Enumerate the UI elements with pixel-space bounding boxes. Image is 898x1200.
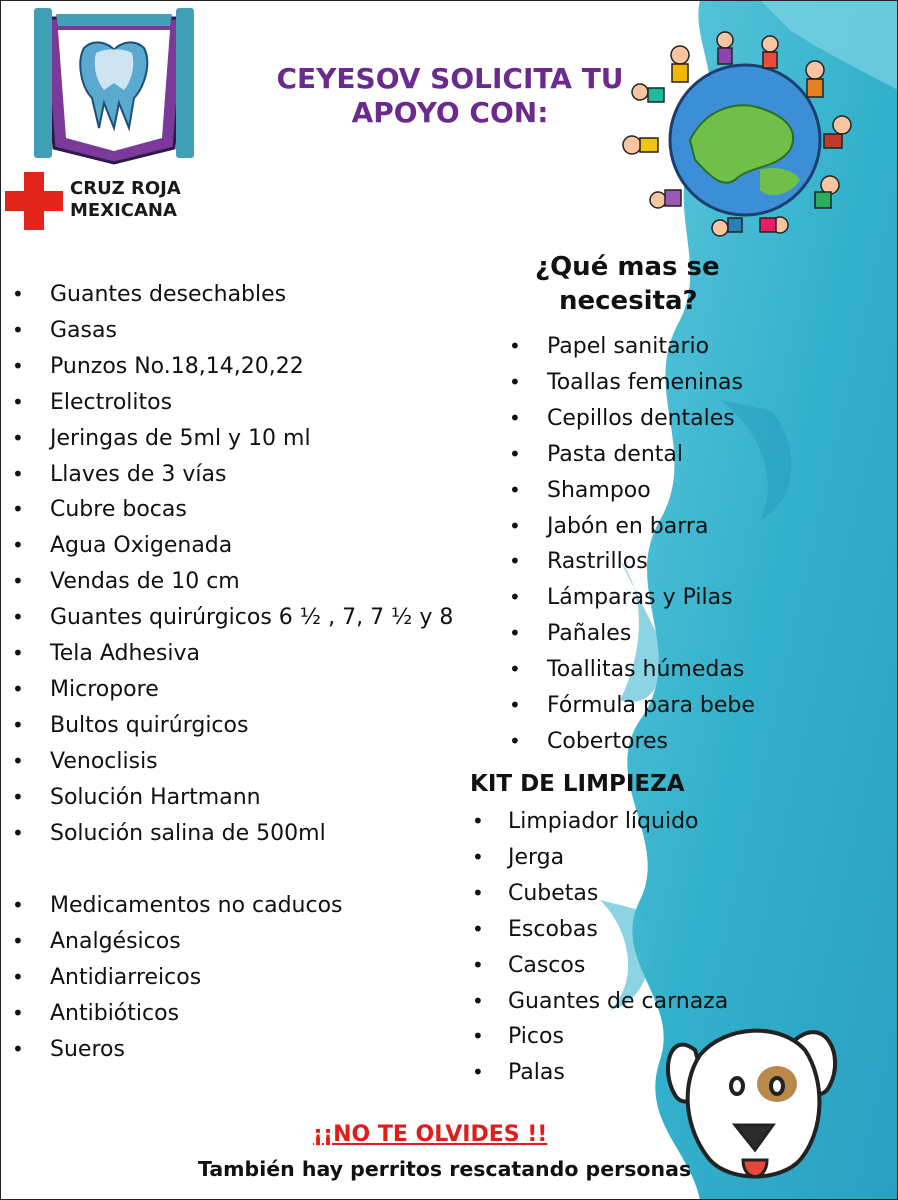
crest-logo-icon	[34, 8, 194, 168]
list-item: • Toallas femeninas	[547, 365, 755, 401]
more-heading-line2: necesita?	[559, 286, 698, 316]
list-item: • Escobas	[508, 912, 728, 948]
list-item: • Vendas de 10 cm	[50, 564, 453, 600]
footer-note: También hay perritos rescatando personas	[198, 1157, 692, 1181]
kit-heading: KIT DE LIMPIEZA	[470, 771, 685, 797]
list-item: • Palas	[508, 1055, 728, 1091]
list-item: • Pañales	[547, 616, 755, 652]
list-item: • Rastrillos	[547, 544, 755, 580]
list-item: • Fórmula para bebe	[547, 688, 755, 724]
list-item: • Toallitas húmedas	[547, 652, 755, 688]
list-item: • Cascos	[508, 948, 728, 984]
list-item: • Cepillos dentales	[547, 401, 755, 437]
list-item: • Solución salina de 500ml	[50, 816, 453, 852]
list-item: • Bultos quirúrgicos	[50, 708, 453, 744]
cruz-roja-label	[70, 178, 181, 222]
more-needed-heading	[535, 250, 720, 318]
list-item: • Cubre bocas	[50, 492, 453, 528]
cruz-line1: CRUZ ROJA	[70, 178, 181, 199]
list-item: • Medicamentos no caducos	[50, 888, 343, 924]
list-item: • Electrolitos	[50, 385, 453, 421]
page-title	[225, 62, 675, 130]
list-item: • Jabón en barra	[547, 509, 755, 545]
cruz-line2: MEXICANA	[70, 200, 177, 221]
globe-children-icon	[610, 30, 870, 240]
dog-icon	[665, 1010, 840, 1185]
list-item: • Jeringas de 5ml y 10 ml	[50, 421, 453, 457]
list-item: • Antibióticos	[50, 996, 343, 1032]
more-heading-line1: ¿Qué mas se	[535, 252, 720, 282]
list-item: • Analgésicos	[50, 924, 343, 960]
list-item: • Guantes quirúrgicos 6 ½ , 7, 7 ½ y 8	[50, 600, 453, 636]
list-item: • Cubetas	[508, 876, 728, 912]
list-item: • Shampoo	[547, 473, 755, 509]
list-item: • Antidiarreicos	[50, 960, 343, 996]
medicine-list	[50, 888, 343, 1068]
more-needed-list	[547, 329, 755, 760]
title-line2: APOYO CON:	[351, 96, 549, 129]
list-item: • Venoclisis	[50, 744, 453, 780]
list-item: • Jerga	[508, 840, 728, 876]
list-item: • Pasta dental	[547, 437, 755, 473]
list-item: • Sueros	[50, 1032, 343, 1068]
medical-supplies-list	[50, 277, 453, 852]
list-item: • Micropore	[50, 672, 453, 708]
red-cross-icon	[5, 172, 63, 230]
list-item: • Gasas	[50, 313, 453, 349]
list-item: • Agua Oxigenada	[50, 528, 453, 564]
list-item: • Punzos No.18,14,20,22	[50, 349, 453, 385]
list-item: • Solución Hartmann	[50, 780, 453, 816]
list-item: • Guantes desechables	[50, 277, 453, 313]
list-item: • Picos	[508, 1019, 728, 1055]
title-line1: CEYESOV SOLICITA TU	[276, 62, 624, 95]
list-item: • Papel sanitario	[547, 329, 755, 365]
list-item: • Cobertores	[547, 724, 755, 760]
list-item: • Lámparas y Pilas	[547, 580, 755, 616]
list-item: • Llaves de 3 vías	[50, 457, 453, 493]
reminder-text: ¡¡NO TE OLVIDES !!	[313, 1122, 548, 1147]
list-item: • Guantes de carnaza	[508, 984, 728, 1020]
list-item: • Tela Adhesiva	[50, 636, 453, 672]
list-item: • Limpiador líquido	[508, 804, 728, 840]
